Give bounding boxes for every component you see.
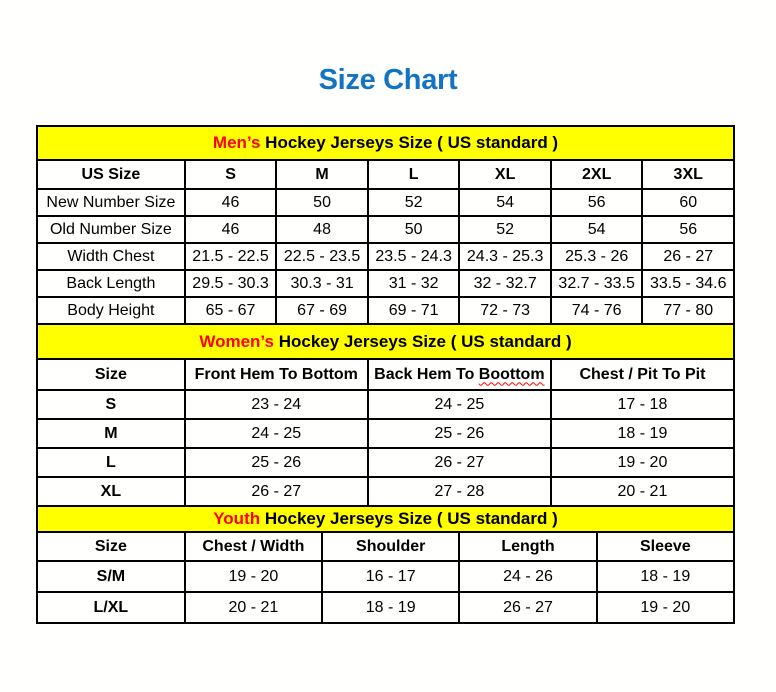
table-cell: 56 <box>642 216 734 243</box>
table-row <box>37 419 734 448</box>
column-header: L <box>368 160 460 189</box>
table-cell: 22.5 - 23.5 <box>276 243 368 270</box>
womens-table <box>36 358 735 507</box>
column-header: Size <box>37 359 185 390</box>
table-cell: 52 <box>459 216 551 243</box>
column-header: S <box>185 160 277 189</box>
mens-table <box>36 159 735 325</box>
column-header: M <box>276 160 368 189</box>
table-row <box>37 477 734 506</box>
row-label: L/XL <box>37 592 185 623</box>
table-cell: 20 - 21 <box>551 477 734 506</box>
youth-band-title: Youth Hockey Jerseys Size ( US standard ) <box>213 509 558 528</box>
column-header: Length <box>459 532 596 561</box>
table-row <box>37 270 734 297</box>
table-cell: 33.5 - 34.6 <box>642 270 734 297</box>
table-cell: 25 - 26 <box>368 419 551 448</box>
column-header: Chest / Pit To Pit <box>551 359 734 390</box>
table-cell: 19 - 20 <box>597 592 734 623</box>
table-cell: 56 <box>551 189 643 216</box>
table-cell: 23.5 - 24.3 <box>368 243 460 270</box>
table-cell: 24 - 25 <box>368 390 551 419</box>
table-cell: 16 - 17 <box>322 561 459 592</box>
table-cell: 24 - 25 <box>185 419 368 448</box>
table-cell: 60 <box>642 189 734 216</box>
youth-header-row <box>37 532 734 561</box>
youth-band-highlight: Youth <box>213 509 261 528</box>
column-header: Sleeve <box>597 532 734 561</box>
column-header: US Size <box>37 160 185 189</box>
womens-band-title: Women’s Hockey Jerseys Size ( US standard ) <box>199 331 572 351</box>
mens-band-highlight: Men’s <box>212 133 261 152</box>
table-row <box>37 189 734 216</box>
row-label: Back Length <box>37 270 185 297</box>
column-header: XL <box>459 160 551 189</box>
mens-section-band <box>36 125 735 161</box>
mens-header-row <box>37 160 734 189</box>
table-row <box>37 243 734 270</box>
youth-section <box>36 505 735 624</box>
table-cell: 50 <box>368 216 460 243</box>
row-label: New Number Size <box>37 189 185 216</box>
table-cell: 18 - 19 <box>551 419 734 448</box>
row-label: Old Number Size <box>37 216 185 243</box>
table-cell: 72 - 73 <box>459 297 551 324</box>
table-cell: 46 <box>185 189 277 216</box>
page-title: Size Chart <box>318 64 458 96</box>
table-cell: 46 <box>185 216 277 243</box>
row-label: L <box>37 448 185 477</box>
table-cell: 29.5 - 30.3 <box>185 270 277 297</box>
mens-band-title: Men’s Hockey Jerseys Size ( US standard ) <box>212 133 559 152</box>
youth-table <box>36 531 735 624</box>
table-row <box>37 592 734 623</box>
table-cell: 69 - 71 <box>368 297 460 324</box>
row-label: S/M <box>37 561 185 592</box>
table-row <box>37 390 734 419</box>
row-label: S <box>37 390 185 419</box>
column-header: 3XL <box>642 160 734 189</box>
size-chart-tables <box>36 125 735 624</box>
table-cell: 30.3 - 31 <box>276 270 368 297</box>
column-header: 2XL <box>551 160 643 189</box>
table-cell: 27 - 28 <box>368 477 551 506</box>
table-cell: 32 - 32.7 <box>459 270 551 297</box>
misspelled-word: Boottom <box>478 365 545 383</box>
table-cell: 50 <box>276 189 368 216</box>
mens-section <box>36 125 735 325</box>
table-cell: 19 - 20 <box>551 448 734 477</box>
table-cell: 20 - 21 <box>185 592 322 623</box>
womens-header-row <box>37 359 734 390</box>
table-row <box>37 216 734 243</box>
table-cell: 18 - 19 <box>322 592 459 623</box>
table-cell: 19 - 20 <box>185 561 322 592</box>
table-cell: 26 - 27 <box>185 477 368 506</box>
table-cell: 25 - 26 <box>185 448 368 477</box>
womens-band-highlight: Women’s <box>199 331 274 351</box>
column-header: Size <box>37 532 185 561</box>
column-header: Back Hem To Boottom <box>368 359 551 390</box>
table-row <box>37 297 734 324</box>
table-cell: 26 - 27 <box>459 592 596 623</box>
table-cell: 21.5 - 22.5 <box>185 243 277 270</box>
table-cell: 24.3 - 25.3 <box>459 243 551 270</box>
table-cell: 52 <box>368 189 460 216</box>
table-cell: 18 - 19 <box>597 561 734 592</box>
row-label: M <box>37 419 185 448</box>
youth-section-band <box>36 505 735 533</box>
row-label: Body Height <box>37 297 185 324</box>
table-cell: 67 - 69 <box>276 297 368 324</box>
womens-section-band <box>36 323 735 360</box>
table-cell: 54 <box>551 216 643 243</box>
column-header: Chest / Width <box>185 532 322 561</box>
table-row <box>37 448 734 477</box>
table-cell: 32.7 - 33.5 <box>551 270 643 297</box>
table-cell: 31 - 32 <box>368 270 460 297</box>
table-row <box>37 561 734 592</box>
table-cell: 26 - 27 <box>368 448 551 477</box>
table-cell: 65 - 67 <box>185 297 277 324</box>
table-cell: 74 - 76 <box>551 297 643 324</box>
table-cell: 26 - 27 <box>642 243 734 270</box>
table-cell: 77 - 80 <box>642 297 734 324</box>
table-cell: 48 <box>276 216 368 243</box>
row-label: XL <box>37 477 185 506</box>
table-cell: 23 - 24 <box>185 390 368 419</box>
column-header: Shoulder <box>322 532 459 561</box>
table-cell: 24 - 26 <box>459 561 596 592</box>
table-cell: 17 - 18 <box>551 390 734 419</box>
row-label: Width Chest <box>37 243 185 270</box>
column-header: Front Hem To Bottom <box>185 359 368 390</box>
womens-section <box>36 323 735 507</box>
table-cell: 25.3 - 26 <box>551 243 643 270</box>
table-cell: 54 <box>459 189 551 216</box>
